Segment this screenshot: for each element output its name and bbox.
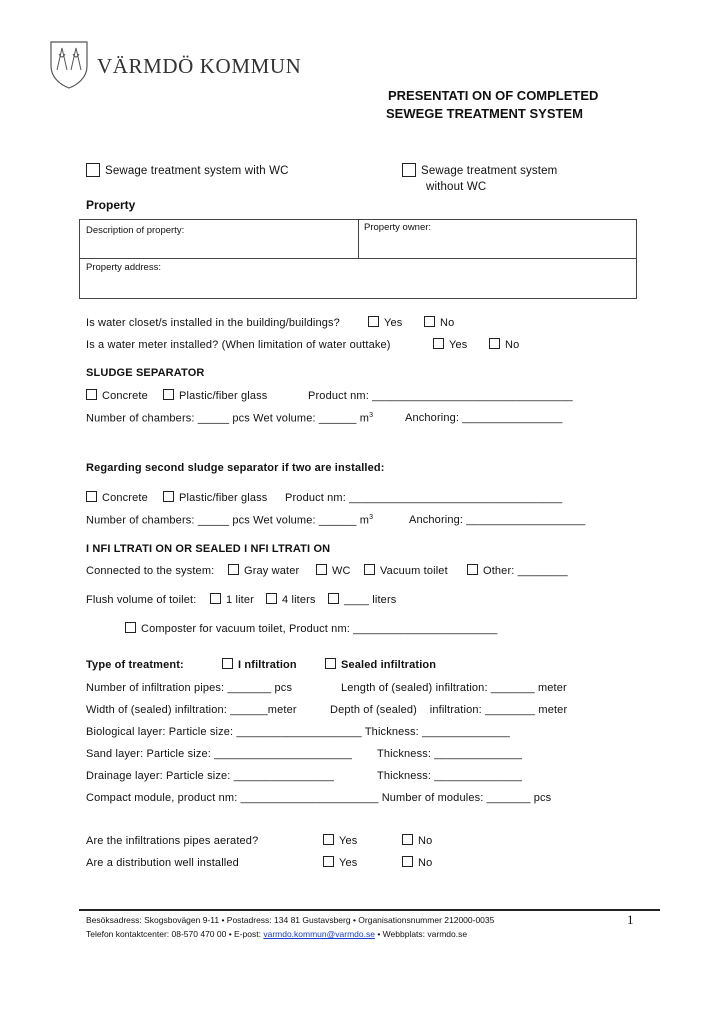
no-label: No	[418, 857, 433, 869]
contact-suffix: • Webbplats: varmdo.se	[374, 929, 468, 939]
sand-layer-field[interactable]: Sand layer: Particle size: ______________________	[86, 748, 353, 760]
checkbox-1-liter[interactable]	[210, 593, 221, 604]
wc-label: WC	[332, 565, 351, 577]
owner-field[interactable]: Property owner:	[364, 222, 432, 233]
description-field[interactable]: Description of property:	[86, 225, 185, 236]
option-gray-water[interactable]	[228, 564, 299, 577]
footer-address: Besöksadress: Skogsbovägen 9-11 • Postadress: 134 81 Gustavsberg • Organisationsnummer 212000-0035	[86, 915, 495, 925]
checkbox-4-liters[interactable]	[266, 593, 277, 604]
wc-installed-question	[86, 317, 340, 329]
option-1-liter[interactable]	[210, 593, 254, 606]
checkbox-composter[interactable]	[125, 622, 136, 633]
checkbox-other-liters[interactable]	[328, 593, 339, 604]
distribution-yes[interactable]	[323, 856, 357, 869]
other-liters-label: ____ liters	[344, 594, 397, 606]
second-sludge-heading: Regarding second sludge separator if two are installed:	[86, 462, 385, 474]
wc-installed-yes[interactable]	[368, 316, 402, 329]
option-4-liters[interactable]	[266, 593, 316, 606]
cubic-superscript: 3	[369, 412, 374, 419]
chambers-volume-label: Number of chambers: _____ pcs Wet volume: ______ m	[86, 412, 370, 425]
option-with-wc[interactable]	[86, 163, 289, 177]
distribution-question: Are a distribution well installed	[86, 857, 239, 869]
meter-installed-question	[86, 339, 391, 351]
checkbox-without-wc[interactable]	[402, 163, 416, 177]
chambers-volume-label: Number of chambers: _____ pcs Wet volume: ______ m	[86, 514, 370, 527]
checkbox-other[interactable]	[467, 564, 478, 575]
flush-volume-label: Flush volume of toilet:	[86, 594, 197, 606]
meter-installed-no[interactable]	[489, 338, 519, 351]
sludge-chambers-field[interactable]	[86, 412, 373, 425]
yes-label: Yes	[339, 835, 358, 847]
aerated-no[interactable]	[402, 834, 432, 847]
checkbox-wc-yes[interactable]	[368, 316, 379, 327]
page-number: 1	[627, 912, 634, 927]
checkbox-aerated-no[interactable]	[402, 834, 413, 845]
second-concrete[interactable]	[86, 491, 148, 504]
plastic-label: Plastic/fiber glass	[179, 492, 268, 504]
drainage-thickness-field[interactable]: Thickness: ______________	[377, 770, 523, 782]
title-line-2: SEWEGE TREATMENT SYSTEM	[386, 106, 583, 121]
checkbox-wc-no[interactable]	[424, 316, 435, 327]
composter-label: Composter for vacuum toilet, Product nm: _______________________	[141, 623, 498, 635]
property-divider-v	[358, 219, 359, 259]
compact-module-field[interactable]: Compact module, product nm: ______________________ Number of modules: _______ pcs	[86, 792, 552, 804]
contact-prefix: Telefon kontaktcenter: 08-570 470 00 • E-post:	[86, 929, 264, 939]
concrete-label: Concrete	[102, 492, 148, 504]
infiltration-label: I nfiltration	[238, 659, 297, 671]
checkbox-concrete-2[interactable]	[86, 491, 97, 502]
coat-of-arms-icon	[49, 40, 89, 90]
second-plastic[interactable]	[163, 491, 267, 504]
sand-thickness-field[interactable]: Thickness: ______________	[377, 748, 523, 760]
without-wc-label-1: Sewage treatment system	[421, 165, 558, 177]
checkbox-wc[interactable]	[316, 564, 327, 575]
option-other[interactable]	[467, 564, 568, 577]
option-vacuum-toilet[interactable]	[364, 564, 448, 577]
checkbox-infiltration[interactable]	[222, 658, 233, 669]
concrete-label: Concrete	[102, 390, 148, 402]
sludge-product-field[interactable]: Product nm: ________________________________	[308, 390, 573, 402]
pipes-number-field[interactable]: Number of infiltration pipes: _______ pcs	[86, 682, 293, 694]
yes-label: Yes	[339, 857, 358, 869]
width-field[interactable]: Width of (sealed) infiltration: ______meter	[86, 704, 297, 716]
option-without-wc[interactable]	[402, 163, 557, 195]
footer-contact	[86, 929, 467, 939]
meter-installed-label: Is a water meter installed? (When limitation of water outtake)	[86, 339, 391, 351]
address-field[interactable]: Property address:	[86, 262, 161, 273]
option-sealed-infiltration[interactable]	[325, 658, 436, 671]
sludge-anchoring-field[interactable]: Anchoring: ________________	[405, 412, 563, 424]
wc-installed-label: Is water closet/s installed in the building/buildings?	[86, 317, 340, 329]
four-liters-label: 4 liters	[282, 594, 316, 606]
bio-layer-field[interactable]: Biological layer: Particle size: ____________________ Thickness: ______________	[86, 726, 510, 738]
distribution-no[interactable]	[402, 856, 432, 869]
drainage-layer-field[interactable]: Drainage layer: Particle size: ________________	[86, 770, 334, 782]
second-chambers-field[interactable]	[86, 514, 373, 527]
yes-label: Yes	[449, 339, 468, 351]
wc-installed-no[interactable]	[424, 316, 454, 329]
checkbox-with-wc[interactable]	[86, 163, 100, 177]
option-wc[interactable]	[316, 564, 351, 577]
property-heading: Property	[86, 198, 136, 212]
no-label: No	[440, 317, 455, 329]
sludge-concrete[interactable]	[86, 389, 148, 402]
option-other-liters[interactable]	[328, 593, 396, 606]
page-title	[388, 87, 598, 123]
footer-rule	[79, 909, 660, 911]
infiltration-heading: I NFI LTRATI ON OR SEALED I NFI LTRATI ON	[86, 543, 331, 555]
second-product-field[interactable]: Product nm: __________________________________	[285, 492, 563, 504]
checkbox-meter-no[interactable]	[489, 338, 500, 349]
connected-label: Connected to the system:	[86, 565, 215, 577]
vacuum-toilet-label: Vacuum toilet	[380, 565, 448, 577]
checkbox-plastic-2[interactable]	[163, 491, 174, 502]
logo	[49, 40, 89, 95]
gray-water-label: Gray water	[244, 565, 300, 577]
with-wc-label: Sewage treatment system with WC	[105, 165, 289, 177]
checkbox-meter-yes[interactable]	[433, 338, 444, 349]
meter-installed-yes[interactable]	[433, 338, 467, 351]
checkbox-concrete[interactable]	[86, 389, 97, 400]
checkbox-distribution-no[interactable]	[402, 856, 413, 867]
yes-label: Yes	[384, 317, 403, 329]
length-field[interactable]: Length of (sealed) infiltration: _______ meter	[341, 682, 567, 694]
cubic-superscript: 3	[369, 514, 374, 521]
other-label: Other: ________	[483, 565, 568, 577]
depth-field[interactable]: Depth of (sealed) infiltration: ________ meter	[330, 704, 568, 716]
aerated-yes[interactable]	[323, 834, 357, 847]
treatment-type-label: Type of treatment:	[86, 659, 184, 671]
title-line-1: PRESENTATI ON OF COMPLETED	[388, 88, 599, 103]
checkbox-vacuum-toilet[interactable]	[364, 564, 375, 575]
second-anchoring-field[interactable]: Anchoring: ___________________	[409, 514, 586, 526]
checkbox-aerated-yes[interactable]	[323, 834, 334, 845]
no-label: No	[418, 835, 433, 847]
email-link[interactable]: varmdo.kommun@varmdo.se	[263, 929, 375, 939]
checkbox-plastic[interactable]	[163, 389, 174, 400]
checkbox-gray-water[interactable]	[228, 564, 239, 575]
sealed-infiltration-label: Sealed infiltration	[341, 659, 437, 671]
option-infiltration[interactable]	[222, 658, 297, 671]
without-wc-label-2: without WC	[426, 181, 487, 193]
sludge-heading: SLUDGE SEPARATOR	[86, 367, 205, 379]
one-liter-label: 1 liter	[226, 594, 254, 606]
checkbox-distribution-yes[interactable]	[323, 856, 334, 867]
no-label: No	[505, 339, 520, 351]
option-composter[interactable]	[125, 622, 497, 635]
sludge-plastic[interactable]	[163, 389, 267, 402]
plastic-label: Plastic/fiber glass	[179, 390, 268, 402]
aerated-question: Are the infiltrations pipes aerated?	[86, 835, 259, 847]
checkbox-sealed-infiltration[interactable]	[325, 658, 336, 669]
org-name: VÄRMDÖ KOMMUN	[97, 54, 302, 78]
